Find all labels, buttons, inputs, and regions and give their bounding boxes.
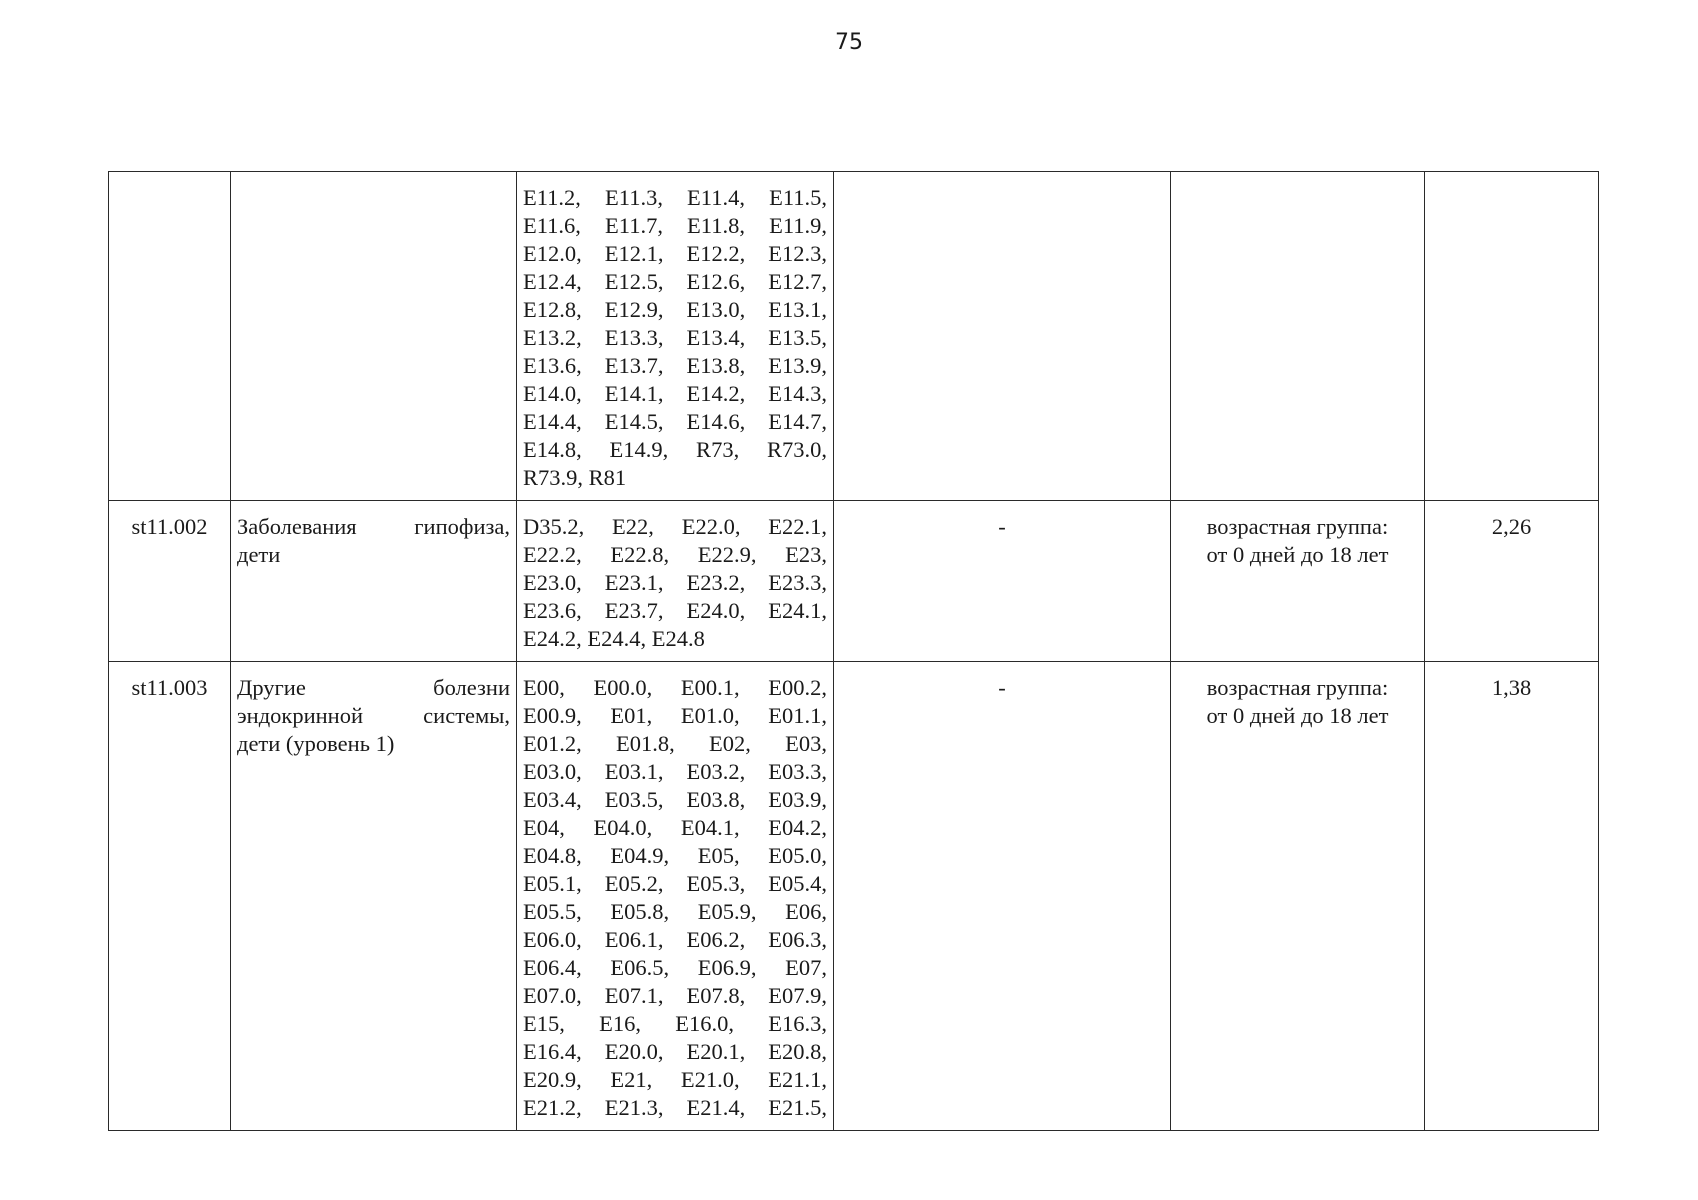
icd-codes-cell — [517, 662, 834, 1131]
icd-line: E22.2, E22.8, E22.9, E23, — [523, 542, 827, 567]
icd-line: D35.2, E22, E22.0, E22.1, — [523, 514, 827, 539]
code-cell: st11.002 — [109, 501, 231, 662]
icd-line: E15, E16, E16.0, E16.3, — [523, 1011, 827, 1036]
icd-line: E07.0, E07.1, E07.8, E07.9, — [523, 983, 827, 1008]
icd-line: E05.1, E05.2, E05.3, E05.4, — [523, 871, 827, 896]
criteria-line: от 0 дней до 18 лет — [1206, 703, 1389, 728]
icd-line: E06.0, E06.1, E06.2, E06.3, — [523, 927, 827, 952]
icd-line: E01.2, E01.8, E02, E03, — [523, 731, 827, 756]
icd-line: E13.2, E13.3, E13.4, E13.5, — [523, 325, 827, 350]
name-cell — [231, 501, 517, 662]
coefficient-cell — [1425, 172, 1599, 501]
icd-line: E14.4, E14.5, E14.6, E14.7, — [523, 409, 827, 434]
icd-line: E16.4, E20.0, E20.1, E20.8, — [523, 1039, 827, 1064]
icd-line: E00.9, E01, E01.0, E01.1, — [523, 703, 827, 728]
icd-line: E13.6, E13.7, E13.8, E13.9, — [523, 353, 827, 378]
icd-line: E14.0, E14.1, E14.2, E14.3, — [523, 381, 827, 406]
coefficient-cell: 1,38 — [1425, 662, 1599, 1131]
criteria-cell — [1171, 501, 1425, 662]
icd-codes-cell — [517, 501, 834, 662]
code-cell — [109, 172, 231, 501]
icd-line: E12.8, E12.9, E13.0, E13.1, — [523, 297, 827, 322]
code-cell: st11.003 — [109, 662, 231, 1131]
icd-line: E12.0, E12.1, E12.2, E12.3, — [523, 241, 827, 266]
icd-line: E12.4, E12.5, E12.6, E12.7, — [523, 269, 827, 294]
criteria-line: возрастная группа: — [1206, 514, 1389, 539]
name-cell — [231, 172, 517, 501]
icd-line: E04.8, E04.9, E05, E05.0, — [523, 843, 827, 868]
criteria-line: от 0 дней до 18 лет — [1206, 542, 1389, 567]
name-cell — [231, 662, 517, 1131]
icd-line: E20.9, E21, E21.0, E21.1, — [523, 1067, 827, 1092]
page-number: 75 — [835, 30, 863, 55]
icd-line: E23.0, E23.1, E23.2, E23.3, — [523, 570, 827, 595]
coefficient-cell: 2,26 — [1425, 501, 1599, 662]
icd-line: E04, E04.0, E04.1, E04.2, — [523, 815, 827, 840]
name-line: эндокринной системы, — [237, 703, 510, 728]
table-body — [109, 172, 1599, 1131]
icd-line: E03.4, E03.5, E03.8, E03.9, — [523, 787, 827, 812]
service-cell — [834, 172, 1171, 501]
name-line: дети — [237, 542, 281, 567]
icd-line: E21.2, E21.3, E21.4, E21.5, — [523, 1095, 827, 1120]
criteria-cell — [1171, 662, 1425, 1131]
service-cell: - — [834, 662, 1171, 1131]
icd-line: E24.2, E24.4, E24.8 — [523, 626, 705, 651]
icd-line: E11.6, E11.7, E11.8, E11.9, — [523, 213, 827, 238]
icd-line: E14.8, E14.9, R73, R73.0, — [523, 437, 827, 462]
service-cell: - — [834, 501, 1171, 662]
icd-line: E23.6, E23.7, E24.0, E24.1, — [523, 598, 827, 623]
icd-line: E06.4, E06.5, E06.9, E07, — [523, 955, 827, 980]
tariff-table — [108, 171, 1599, 1131]
table-row — [109, 501, 1599, 662]
icd-line: R73.9, R81 — [523, 465, 627, 490]
icd-line: E03.0, E03.1, E03.2, E03.3, — [523, 759, 827, 784]
name-line: дети (уровень 1) — [237, 731, 395, 756]
icd-line: E05.5, E05.8, E05.9, E06, — [523, 899, 827, 924]
table-row — [109, 662, 1599, 1131]
name-line: Другие болезни — [237, 675, 510, 700]
icd-line: E00, E00.0, E00.1, E00.2, — [523, 675, 827, 700]
icd-codes-cell — [517, 172, 834, 501]
criteria-line: возрастная группа: — [1206, 675, 1389, 700]
criteria-cell — [1171, 172, 1425, 501]
icd-line: E11.2, E11.3, E11.4, E11.5, — [523, 185, 827, 210]
table-row — [109, 172, 1599, 501]
name-line: Заболевания гипофиза, — [237, 514, 510, 539]
